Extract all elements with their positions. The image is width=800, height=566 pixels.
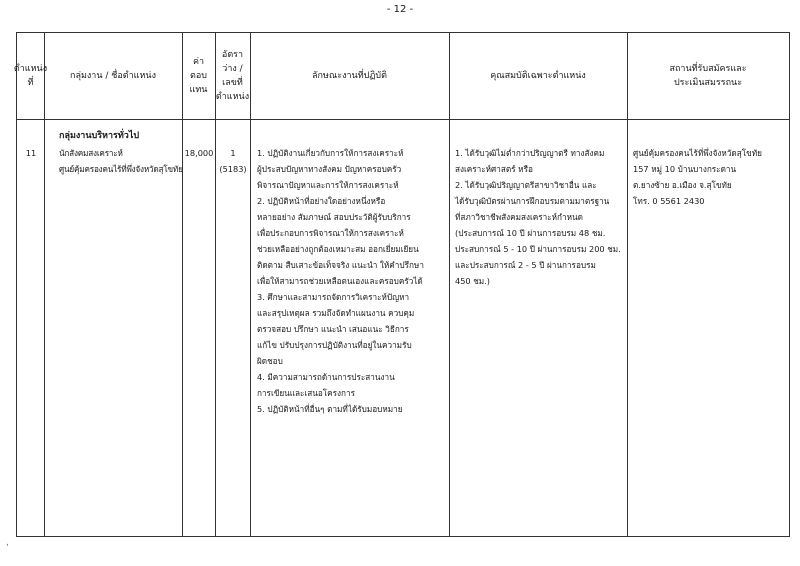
margin-mark: ,	[6, 538, 9, 548]
row-qualifications: 1. ได้รับวุฒิไม่ต่ำกว่าปริญญาตรี ทางสังคม สงเคราะห์ศาสตร์ หรือ 2. ได้รับวุฒิปริญญาตรีสาขาวิชาอื่น และ ได้รับวุฒิบัตรผ่านการฝึกอบรมตามมาตรฐาน ที่สภาวิชาชีพสังคมสงเคราะห์กำหนด (ประสบการณ์ 10 ปี ผ่านการอบรม 48 ชม. ประสบการณ์ 5 - 10 ปี ผ่านการอบรม 200 ชม. และประสบการณ์ 2 - 5 ปี ผ่านการอบรม 450 ชม.)	[455, 148, 621, 286]
row-duties: 1. ปฏิบัติงานเกี่ยวกับการให้การสงเคราะห์ ผู้ประสบปัญหาทางสังคม ปัญหาครอบครัว พิจารณาปัญหาและการให้การสงเคราะห์ 2. ปฏิบัติหน้าที่อย่างใดอย่างหนึ่งหรือ หลายอย่าง สัมภาษณ์ สอบประวัติผู้รับบริการ เพื่อประกอบการพิจารณาให้การสงเคราะห์ ช่วยเหลืออย่างถูกต้องเหมาะสม ออกเยี่ยมเยียน ติดตาม สืบเสาะข้อเท็จจริง แนะนำ ให้คำปรึกษา เพื่อให้สามารถช่วยเหลือตนเองและครอบครัวได้ 3. ศึกษาและสามารถจัดการวิเคราะห์ปัญหา และสรุปเหตุผล รวมถึงจัดทำแผนงาน ควบคุม ตรวจสอบ ปรึกษา แนะนำ เสนอแนะ วิธีการ แก้ไข ปรับปรุงการปฏิบัติงานที่อยู่ในความรับ ผิดชอบ 4. มีความสามารถด้านการประสานงาน การเขียนและเสนอโครงการ 5. ปฏิบัติหน้าที่อื่นๆ ตามที่ได้รับมอบหมาย	[257, 148, 424, 414]
group-title: กลุ่มงานบริหารทั่วไป	[59, 131, 140, 141]
header-location: สถานที่รับสมัครและ ประเมินสมรรถนะ	[669, 64, 747, 88]
header-qualifications: คุณสมบัติเฉพาะตำแหน่ง	[490, 71, 586, 81]
header-rate: อัตรา ว่าง / เลขที่ ตำแหน่ง	[215, 50, 250, 102]
header-salary: ค่า ตอบ แทน	[189, 57, 208, 95]
row-rate: 1 (5183)	[219, 148, 247, 174]
row-position: นักสังคมสงเคราะห์ ศูนย์คุ้มครองคนไร้ที่พึ่งจังหวัดสุโขทัย	[59, 148, 183, 174]
header-seq: ตำแหน่ง ที่	[13, 64, 48, 88]
header-group-position: กลุ่มงาน / ชื่อตำแหน่ง	[70, 71, 156, 81]
header-duties: ลักษณะงานที่ปฏิบัติ	[312, 71, 387, 81]
row-seq: 11	[25, 148, 37, 158]
header-divider	[17, 119, 789, 120]
row-location: ศูนย์คุ้มครองคนไร้ที่พึ่งจังหวัดสุโขทัย 157 หมู่ 10 บ้านบางกระดาน ต.ยางซ้าย อ.เมือง จ.สุโขทัย โทร. 0 5561 2430	[633, 148, 762, 206]
row-salary: 18,000	[184, 148, 214, 158]
positions-table	[13, 32, 790, 537]
page-number: - 12 -	[386, 4, 414, 15]
